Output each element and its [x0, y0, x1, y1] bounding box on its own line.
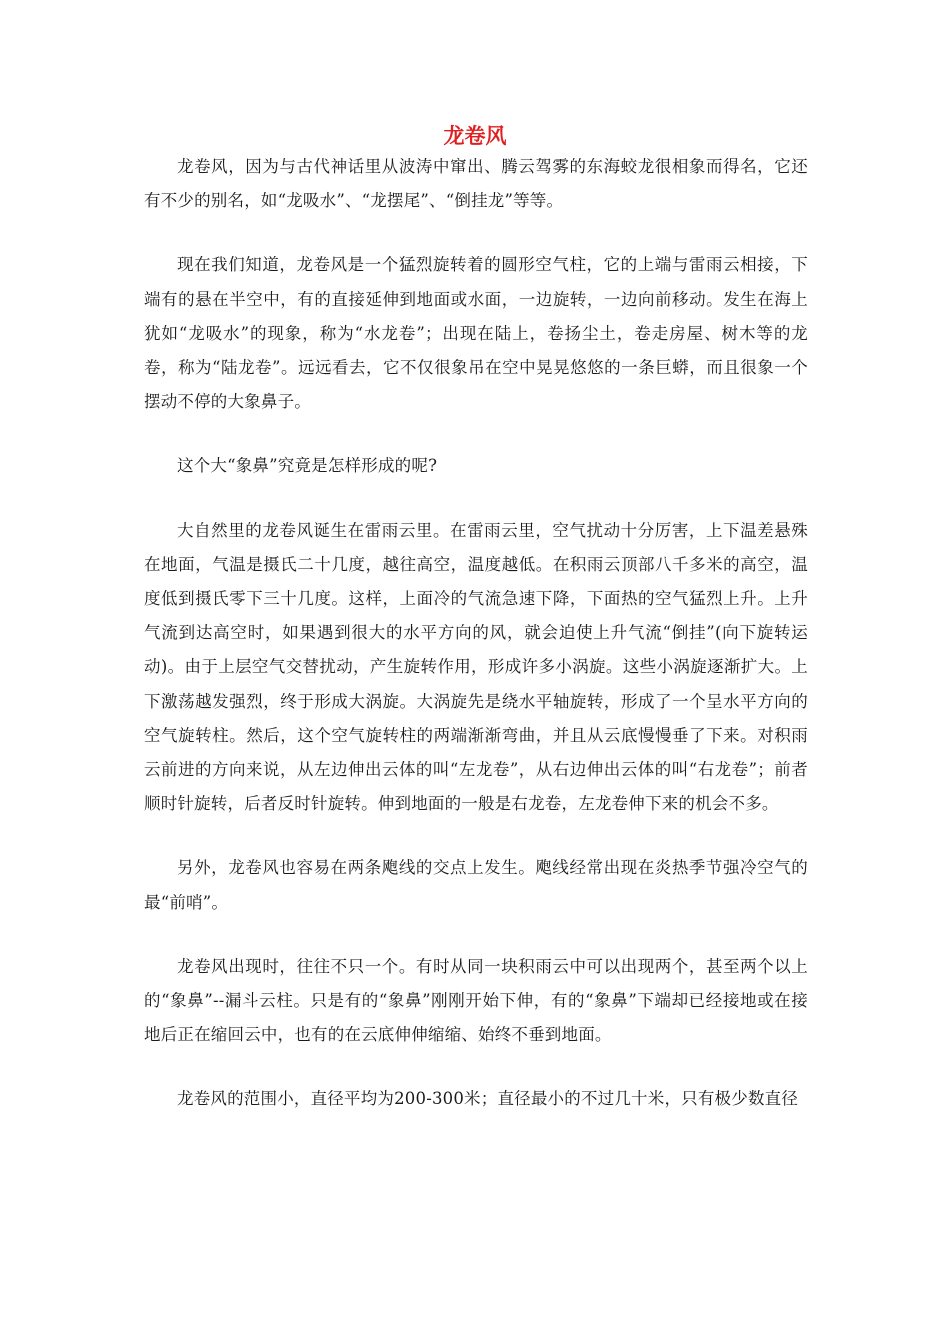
paragraph-3: 这个大“象鼻”究竟是怎样形成的呢?: [177, 456, 438, 476]
paragraph-6: 龙卷风出现时，往往不只一个。有时从同一块积雨云中可以出现两个，甚至两个以上的“象鼻”--漏斗云柱。只是有的“象鼻”刚刚开始下伸，有的“象鼻”下端却已经接地或在接地后正在缩回云中，也有的在云底伸伸缩缩、始终不垂到地面。: [144, 956, 808, 1045]
paragraph-4: 大自然里的龙卷风诞生在雷雨云里。在雷雨云里，空气扰动十分厉害，上下温差悬殊在地面，气温是摄氏二十几度，越往高空，温度越低。在积雨云顶部八千多米的高空，温度低到摄氏零下三十几度。这样，上面冷的气流急速下降，下面热的空气猛烈上升。上升气流到达高空时，如果遇到很大的水平方向的风，就会迫使上升气流“倒挂”(向下旋转运动)。由于上层空气交替扰动，产生旋转作用，形成许多小涡旋。这些小涡旋逐渐扩大。上下激荡越发强烈，终于形成大涡旋。大涡旋先是绕水平轴旋转，形成了一个呈水平方向的空气旋转柱。然后，这个空气旋转柱的两端渐渐弯曲，并且从云底慢慢垂了下来。对积雨云前进的方向来说，从左边伸出云体的叫“左龙卷”，从右边伸出云体的叫“右龙卷”；前者顺时针旋转，后者反时针旋转。伸到地面的一般是右龙卷，左龙卷伸下来的机会不多。: [144, 520, 808, 814]
paragraph-5: 另外，龙卷风也容易在两条飑线的交点上发生。飑线经常出现在炎热季节强冷空气的最“前哨”。: [144, 858, 808, 912]
paragraph-2: 现在我们知道，龙卷风是一个猛烈旋转着的圆形空气柱，它的上端与雷雨云相接，下端有的悬在半空中，有的直接延伸到地面或水面，一边旋转，一边向前移动。发生在海上犹如“龙吸水”的现象，称为“水龙卷”；出现在陆上，卷扬尘土，卷走房屋、树木等的龙卷，称为“陆龙卷”。远远看去，它不仅很象吊在空中晃晃悠悠的一条巨蟒，而且很象一个摆动不停的大象鼻子。: [144, 255, 808, 412]
document-body: [144, 150, 808, 1147]
paragraph-7: 龙卷风的范围小，直径平均为200-300米；直径最小的不过几十米，只有极少数直径: [177, 1089, 799, 1109]
paragraph-1: 龙卷风，因为与古代神话里从波涛中窜出、腾云驾雾的东海蛟龙很相象而得名，它还有不少的别名，如“龙吸水”、“龙摆尾”、“倒挂龙”等等。: [144, 157, 808, 211]
document-title: 龙卷风: [443, 123, 507, 148]
